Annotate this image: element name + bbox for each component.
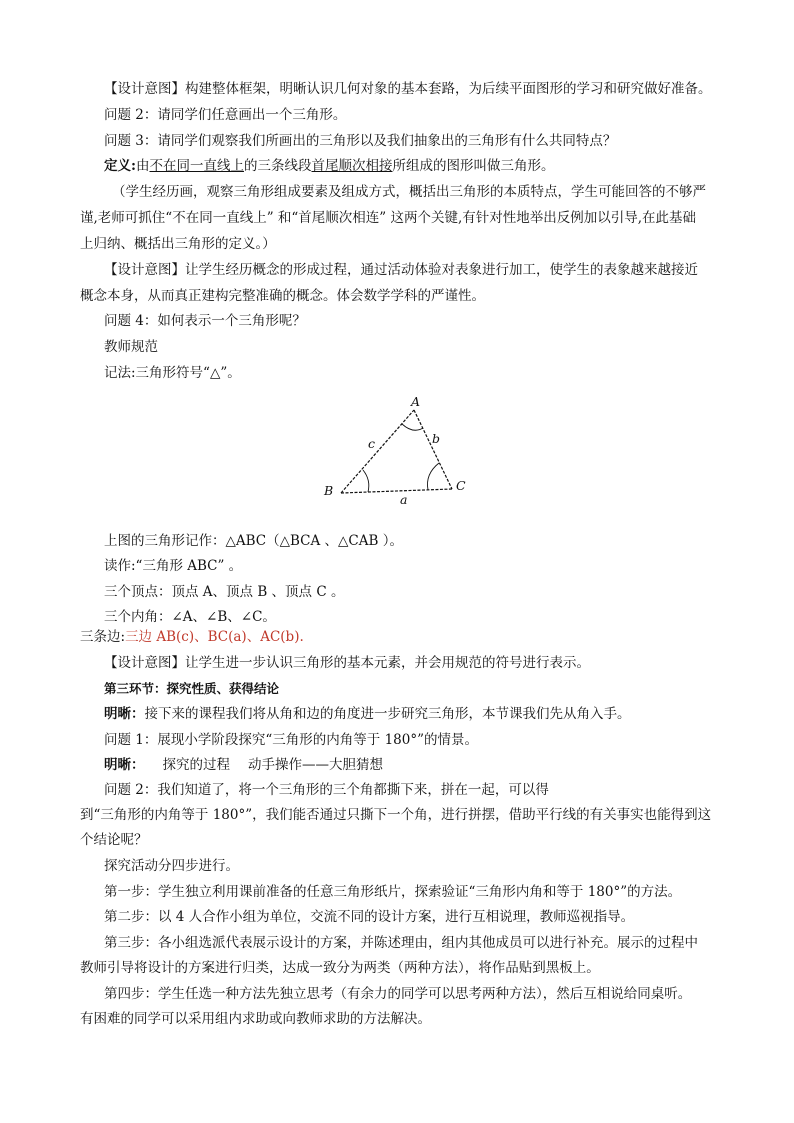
question-2: 问题 2：请同学们任意画出一个三角形。 [104,107,347,123]
definition-key-1: 不在同一直线上 [149,158,244,174]
student-note-2: 谨,老师可抓住“不在同一直线上” 和“首尾顺次相连” 这两个关键,有针对性地举出反例加以引导,在此基础 [80,210,697,226]
design-intent-2-line-1: 【设计意图】让学生经历概念的形成过程，通过活动体验对表象进行加工，使学生的表象越来越接近 [104,262,698,278]
step-three-line-2: 教师引导将设计的方案进行归类，达成一致分为两类（两种方法），将作品贴到黑板上。 [80,960,600,976]
triangle-side-a [341,489,452,493]
clarify-line-2 [104,756,383,774]
notation-line: 记法:三角形符号“△”。 [104,365,241,381]
sides-value: 三边 AB(c)、BC(a)、AC(b). [125,629,304,645]
definition-text-a: 由 [135,158,150,174]
triangle-angles: 三个内角：∠A、∠B、∠C。 [104,609,276,625]
step-two: 第二步：以 4 人合作小组为单位，交流不同的设计方案，进行互相说理，教师巡视指导。 [104,909,635,925]
side-label-c: c [368,436,376,451]
angle-arc-b [363,470,369,492]
step-one: 第一步：学生独立利用课前准备的任意三角形纸片，探索验证“三角形内角和等于 180°”的方法。 [104,884,682,900]
activity-intro: 探究活动分四步进行。 [104,858,239,874]
student-note-1: （学生经历画，观察三角形组成要素及组成方式，概括出三角形的本质特点，学生可能回答的不够严 [112,184,706,200]
clarify-process: 探究的过程 [162,757,230,773]
clarify-label-1: 明晰： [104,706,145,722]
definition-line [104,157,554,175]
triangle-vertices: 三个顶点：顶点 A、顶点 B 、顶点 C 。 [104,584,345,600]
teacher-norm: 教师规范 [104,339,158,355]
question-1-part3: 问题 1：展现小学阶段探究“三角形的内角等于 180°”的情景。 [104,732,478,748]
clarify-operation: 动手操作——大胆猜想 [248,757,383,773]
definition-key-2: 首尾顺次相接 [311,158,393,174]
angle-arc-c [427,463,439,490]
clarify-line-1 [104,705,631,723]
question-2-part3-line-2: 到“三角形的内角等于 180°”，我们能否通过只撕下一个角，进行拼摆，借助平行线的有关事实也能得到这 [80,807,712,823]
angle-arc-a [402,424,423,430]
question-3: 问题 3：请同学们观察我们所画出的三角形以及我们抽象出的三角形有什么共同特点？ [104,133,617,149]
triangle-reading: 读作:“三角形 ABC” 。 [104,558,243,574]
triangle-sides-line [80,628,304,646]
clarify-label-2: 明晰： [104,757,145,773]
question-2-part3-line-1: 问题 2：我们知道了，将一个三角形的三个角都撕下来，拼在一起，可以得 [104,782,549,798]
triangle-side-b [414,410,452,489]
question-4: 问题 4：如何表示一个三角形呢？ [104,313,306,329]
triangle-notation: 上图的三角形记作：△ABC（△BCA 、△CAB ）。 [104,533,403,549]
design-intent-3: 【设计意图】让学生进一步认识三角形的基本元素，并会用规范的符号进行表示。 [104,655,590,671]
step-four-line-2: 有困难的同学可以采用组内求助或向教师求助的方法解决。 [80,1011,431,1027]
clarify-text-1: 接下来的课程我们将从角和边的角度进一步研究三角形，本节课我们先从角入手。 [144,706,631,722]
step-three-line-1: 第三步：各小组选派代表展示设计的方案，并陈述理由，组内其他成员可以进行补充。展示的过程中 [104,935,698,951]
side-label-a: a [400,492,408,507]
side-label-b: b [432,431,441,446]
design-intent-2-line-2: 概念本身，从而真正建构完整准确的概念。体会数学学科的严谨性。 [80,288,485,304]
vertex-label-b: B [324,483,334,498]
step-four-line-1: 第四步：学生任选一种方法先独立思考（有余力的同学可以思考两种方法），然后互相说给同桌听。 [104,986,692,1002]
triangle-figure [310,388,490,512]
definition-text-b: 的三条线段 [243,158,312,174]
definition-text-c: 所组成的图形叫做三角形。 [392,158,555,174]
student-note-3: 上归纳、概括出三角形的定义。） [80,236,276,252]
vertex-label-a: A [411,394,421,409]
question-2-part3-line-3: 个结论呢？ [80,832,148,848]
triangle-side-c [341,410,414,493]
section-three-heading: 第三环节：探究性质、获得结论 [104,681,280,696]
vertex-label-c: C [456,478,466,493]
sides-label: 三条边: [80,629,126,645]
design-intent-1: 【设计意图】构建整体框架，明晰认识几何对象的基本套路，为后续平面图形的学习和研究做好准备。 [104,81,712,97]
definition-label: 定义: [104,158,136,174]
